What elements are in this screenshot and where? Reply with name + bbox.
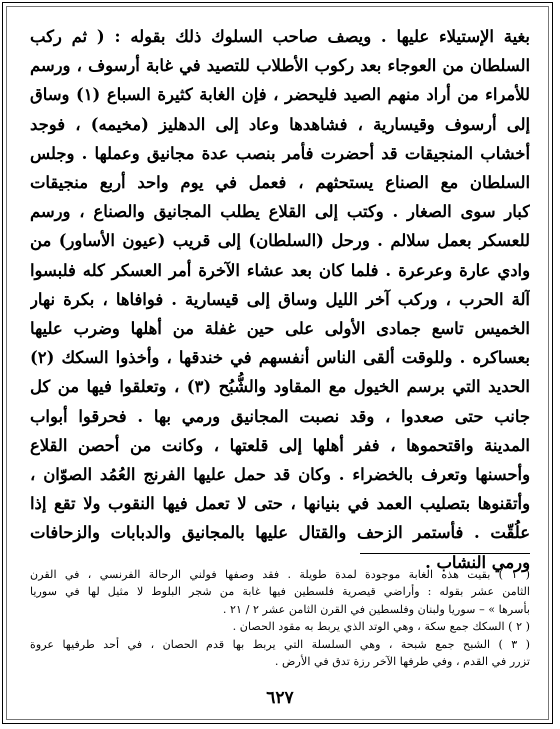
page-number: ٦٢٧ — [266, 688, 294, 708]
footnote-line: ( ٣ ) الشبح جمع شبحة ، وهي السلسلة التي يربط بها قدم الحصان ، في أحد طرفيها عروة — [30, 637, 530, 651]
text-line: أخشاب المنجيقات قد أحضرت فأمر بنصب عدة مجانيق وعملها . وجلس — [30, 143, 530, 163]
footnote-line: بأسرها » – سوريا ولبنان وفلسطين في القرن الثامن عشر ٢ / ٢١ . — [222, 602, 530, 616]
text-line: الخميس تاسع جمادى الأولى على حين غفلة من أهلها وضرب عليها — [30, 319, 530, 339]
text-line: السلطان من العوجاء بعد ركوب الأطلاب للتصيد في غابة أرسوف ، ورسم — [30, 56, 530, 76]
text-line: بعساكره . وللوقت ألقى الناس أنفسهم في خندقها ، وأخذوا السكك (٢) — [30, 348, 530, 368]
text-line: علُقّت . فأستمر الزحف والقتال عليها بالمجانيق والدبابات والزحافات — [30, 523, 530, 543]
page-content — [30, 22, 530, 577]
text-line: آلة الحرب ، وركب آخر الليل وساق إلى قيسارية . فوافاها ، بكرة نهار — [30, 289, 530, 309]
footnote-line: ( ٢ ) السكك جمع سكة ، وهي الوتد الذي يربط به مقود الحصان . — [232, 620, 530, 634]
footnote-line: الثامن عشر بقوله : وأراضي قيصرية فلسطين فيها غابة من شجر البلوط لا مثيل لها في سوريا — [30, 585, 530, 599]
text-line: للعسكر بعمل سلالم . ورحل (السلطان) إلى قريب (عيون الأساور) من — [30, 231, 530, 251]
text-line: السلطان مع الصناع يستحثهم ، فعمل في يوم واحد أربع منجيقات — [30, 173, 530, 193]
text-line: ورمي النشاب . — [425, 552, 530, 572]
text-line: وأتقنوها بتصليب العمد في بنيانها ، حتى لا تعمل فيها النقوب ولا تقع إذا — [30, 494, 530, 514]
text-line: وأحسنها وتعرف بالخضراء . وكان قد حمل عليها الفرنج العُمُد الصوّان ، — [30, 465, 530, 485]
text-line: كبار سوى الصغار . وكتب إلى القلاع يطلب المجانيق والصناع ، ورسم — [30, 202, 530, 222]
footnote-line: ( ١ ) بقيت هذه الغابة موجودة لمدة طويلة . فقد وصفها فولني الرحالة الفرنسي ، في القرن — [30, 568, 530, 581]
text-line: المدينة واقتحموها ، ففر أهلها إلى قلعتها ، وكانت من أحصن القلاع — [30, 435, 530, 455]
text-line: بغية الإستيلاء عليها . ويصف صاحب السلوك ذلك بقوله : ( ثم ركب — [30, 27, 530, 46]
text-line: إلى أرسوف وقيسارية ، فشاهدها وعاد إلى الدهليز (مخيمه) ، فوجد — [30, 114, 530, 134]
text-line: الحديد التي برسم الخيول مع المقاود والشُّبُح (٣) ، وتعلقوا فيها من كل — [30, 377, 530, 397]
text-line: وادي عارة وعرعرة . فلما كان بعد عشاء الآخرة أمر العسكر كله فلبسوا — [30, 260, 530, 280]
footnote-separator — [360, 553, 530, 554]
footnotes — [30, 566, 530, 670]
text-line: للأمراء من أراد منهم الصيد فليحضر ، فإن الغابة كثيرة السباع (١) وساق — [30, 85, 530, 105]
main-text — [30, 22, 530, 577]
text-line: جانب حتى صعدوا ، وقد نصبت المجانيق ورمي بها . فحرقوا أبواب — [30, 406, 530, 426]
footnote-line: تزرر في القدم ، وفي طرفها الآخر رزة تدق في الأرض . — [274, 655, 530, 669]
